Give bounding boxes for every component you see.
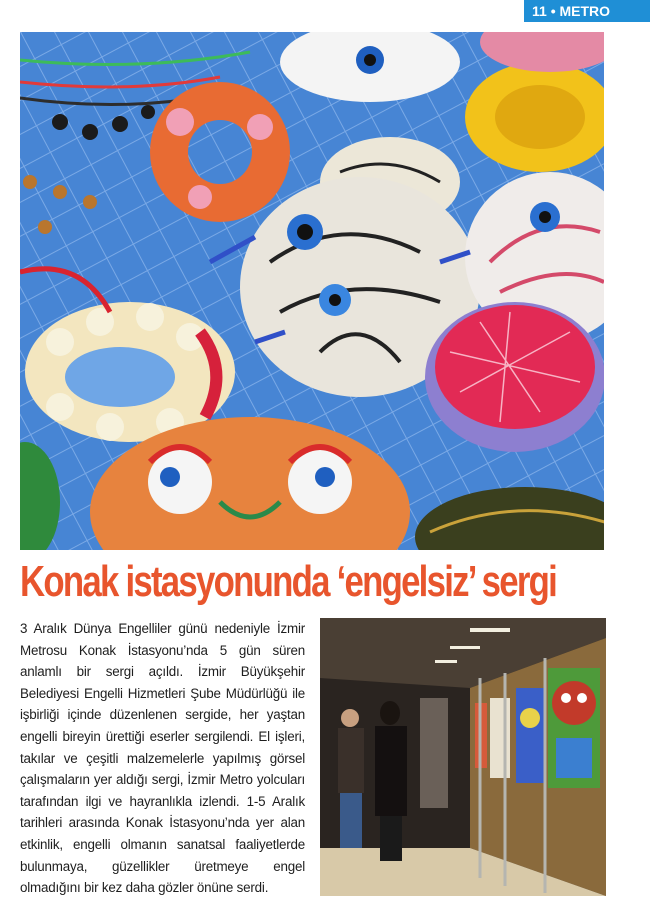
article-headline: Konak istasyonunda ‘engelsiz’ sergi	[20, 557, 557, 606]
article-body-text: 3 Aralık Dünya Engelliler günü nedeniyle İzmir Metrosu Konak İstasyonu’nda 5 gün süren anlamlı bir sergi açıldı. İzmir Büyükşehir Belediyesi Engelli Hizmetleri Şube Müdürlüğü ile işbirliği içinde düzenlenen sergide, her yaştan engelli bireyin ürettiği eserler sergilendi. El işleri, takılar ve çeşitli malzemelerle yapılmış görsel çalışmaların yer aldığı sergi, İzmir Metro yolcuları tarafından ilgi ve hayranlıkla izlendi. 1-5 Aralık tarihleri arasında Konak İstasyonu’nda yer alan etkinlik, engelli olmanın sanatsal faaliyetlerde bulunmaya, güzellikler üretmeye engel olmadığını bir kez daha gözler önüne serdi.	[20, 621, 305, 896]
exhibition-corridor-photo	[320, 618, 606, 896]
handicrafts-photo	[20, 32, 604, 550]
page-section-tag: 11 • METRO	[524, 0, 650, 22]
